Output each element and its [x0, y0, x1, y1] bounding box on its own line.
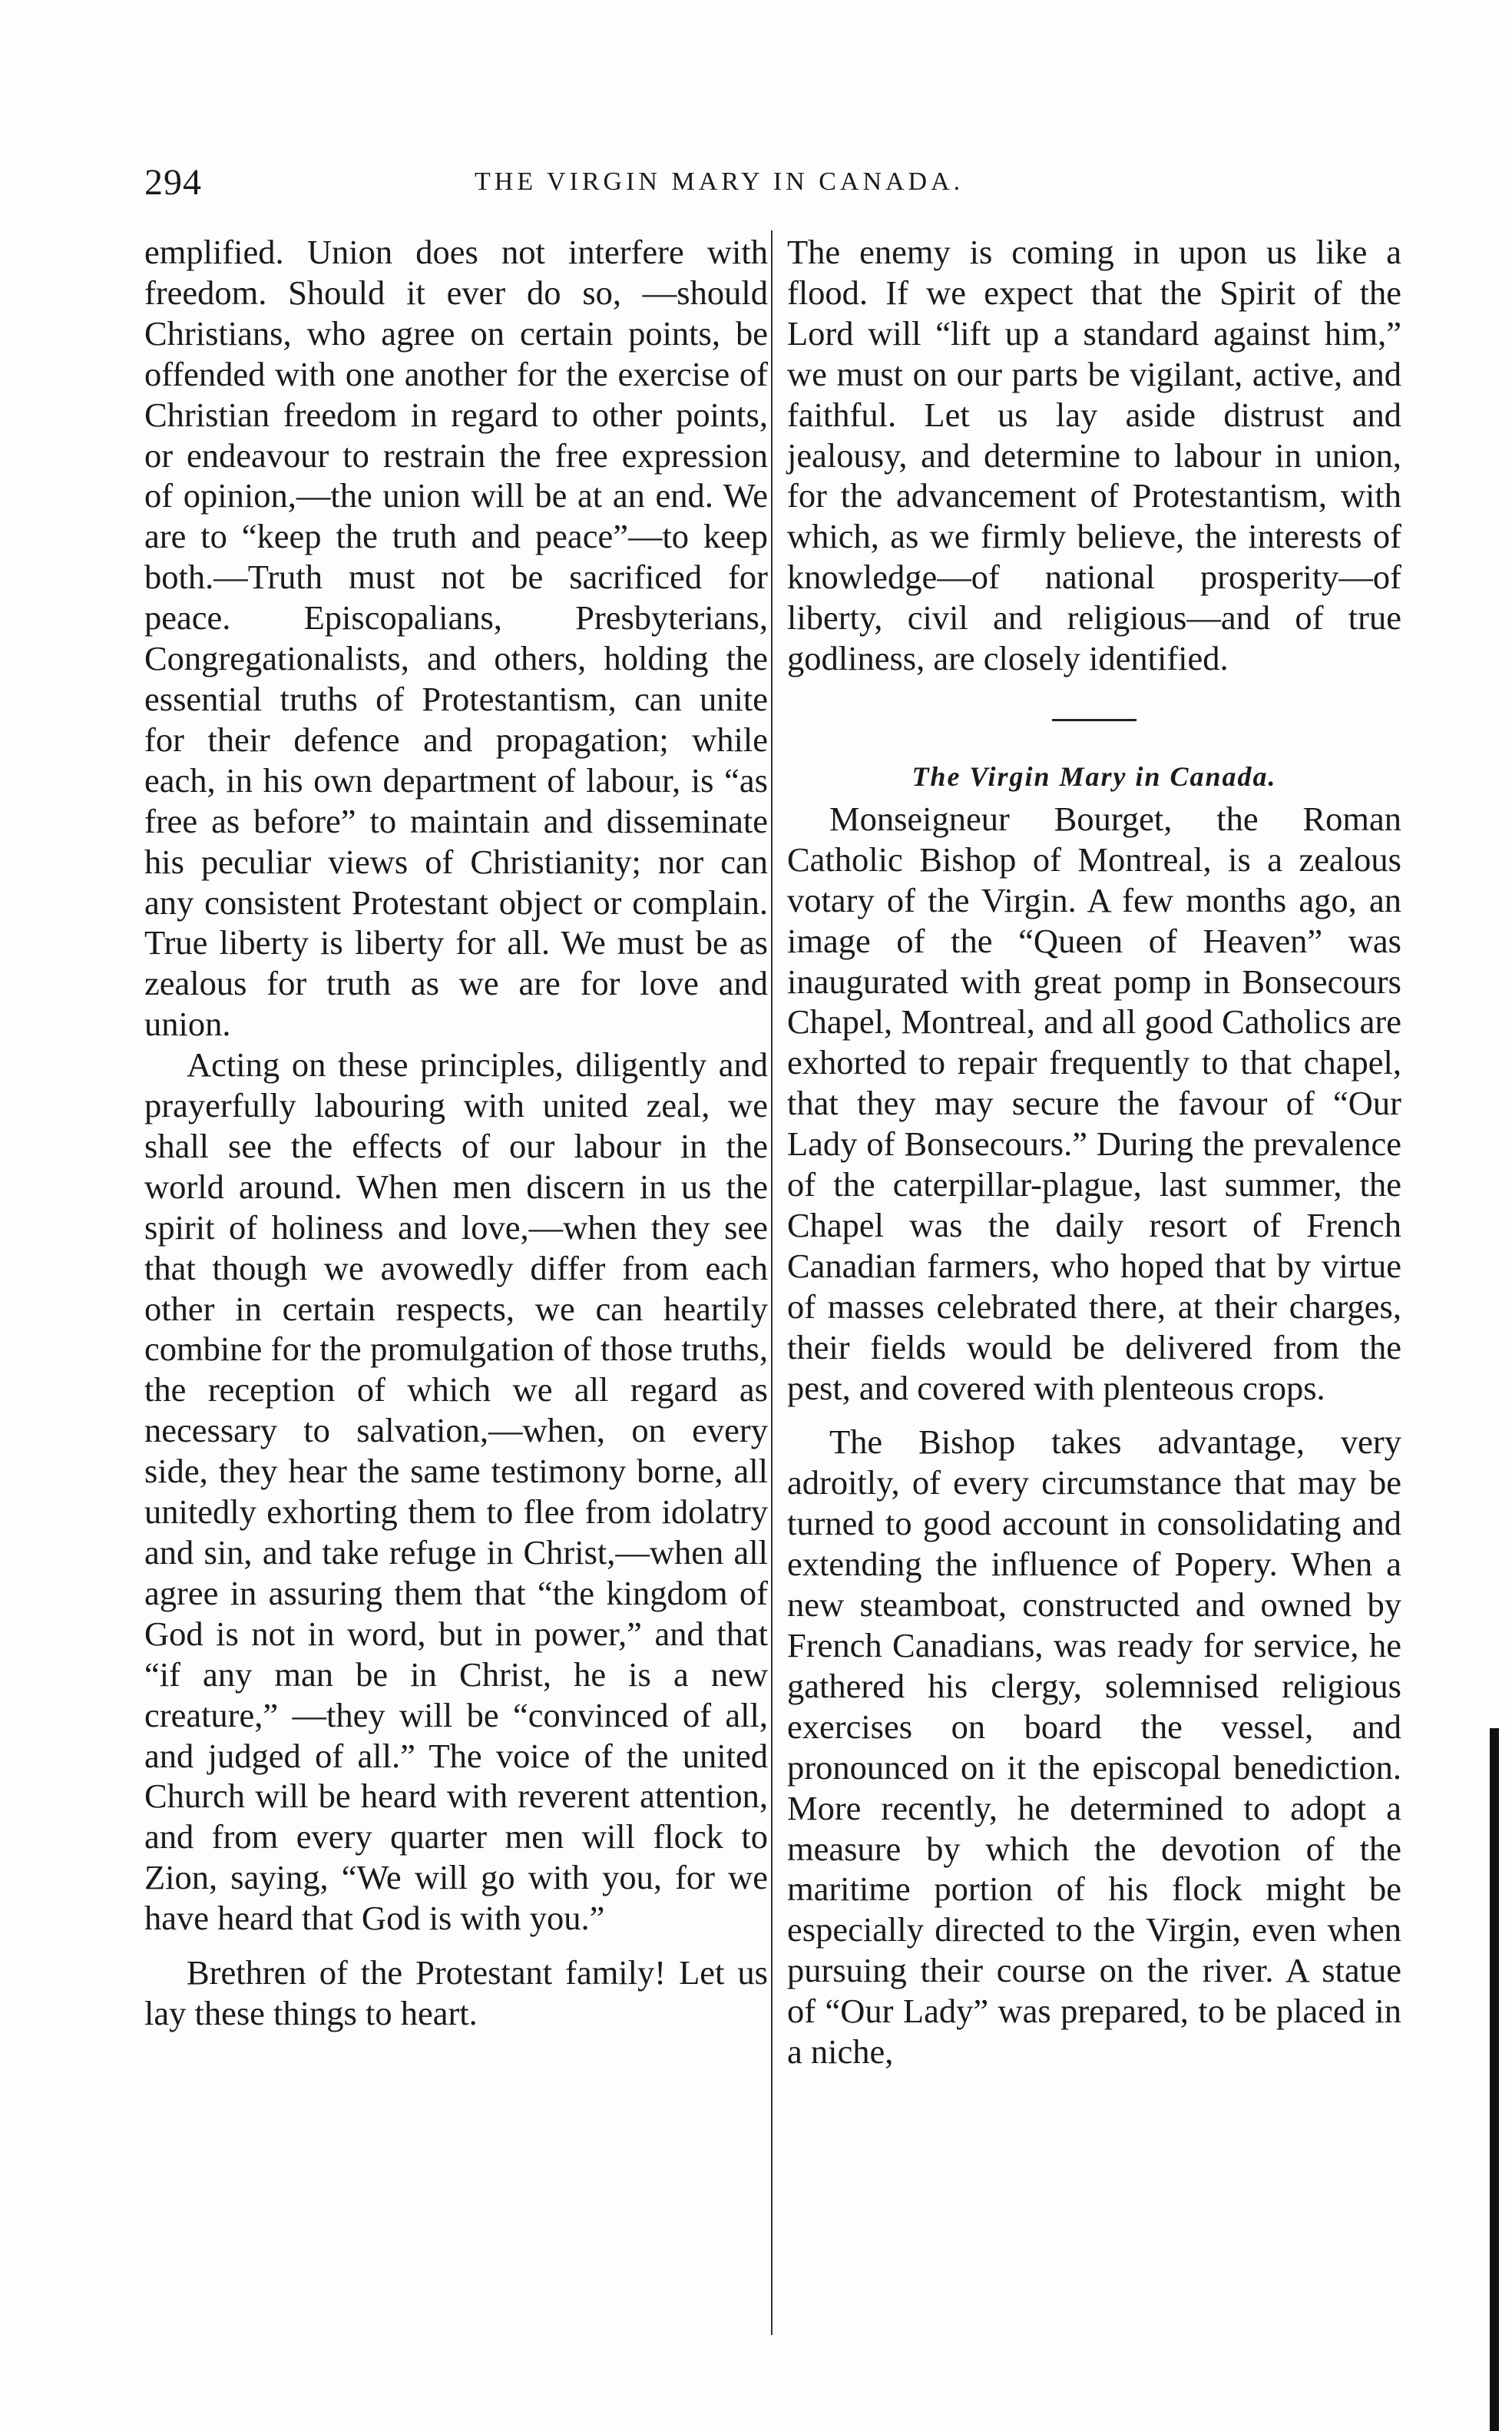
left-paragraph-2: Acting on these principles, diligently and prayerfully labouring with united zeal, we shall see the effects of our labour in the world around. When men discern in us the spirit of holiness and love,—when they see that though we avowedly differ from each other in certain respects, we can heartily combine for the promulgation of those truths, the reception of which we all regard as necessary to salvation,—when, on every side, they hear the same testimony borne, all unitedly exhorting them to flee from idolatry and sin, and take refuge in Christ,—when all agree in assuring them that “the kingdom of God is not in word, but in power,” and that “if any man be in Christ, he is a new creature,” —they will be “convinced of all, and judged of all.” The voice of the united Church will be heard with reverent attention, and from every quarter men will flock to Zion, saying, “We will go with you, for we have heard that God is with you.” [144, 1045, 768, 1938]
scan-edge-shadow [1490, 1728, 1499, 2431]
right-column [787, 232, 1401, 2072]
right-continuation-paragraph: The enemy is coming in upon us like a flood. If we expect that the Spirit of the Lord will “lift up a standard against him,” we must on our parts be vigilant, active, and faithful. Let us lay aside distrust and jealousy, and determine to labour in union, for the advancement of Protestantism, with which, as we firmly believe, the interests of knowledge—of national prosperity—of liberty, civil and religious—and of true godliness, are closely identified. [787, 233, 1401, 678]
page-header [144, 161, 1396, 207]
right-paragraph-2: The Bishop takes advantage, very adroitly, of every circumstance that may be turned to good account in consolidating and extending the influence of Popery. When a new steamboat, constructed and owned by French Canadians, was ready for service, he gathered his clergy, solemnised religious exercises on board the vessel, and pronounced on it the episcopal benediction. More recently, he determined to adopt a measure by which the devotion of the maritime portion of his flock might be especially directed to the Virgin, even when pursuing their course on the river. A statue of “Our Lady” was prepared, to be placed in a niche, [787, 1422, 1401, 2072]
column-divider [771, 230, 773, 2335]
page-number: 294 [144, 162, 202, 203]
running-title: THE VIRGIN MARY IN CANADA. [475, 167, 964, 196]
left-paragraph-1: emplified. Union does not interfere with freedom. Should it ever do so, —should Christians, who agree on certain points, be offended with one another for the exercise of Christian freedom in regard to other points, or endeavour to restrain the free expression of opinion,—the union will be at an end. We are to “keep the truth and peace”—to keep both.—Truth must not be sacrificed for peace. Episcopalians, Presbyterians, Congregationalists, and others, holding the essential truths of Protestantism, can unite for their defence and propagation; while each, in his own department of labour, is “as free as before” to maintain and disseminate his peculiar views of Christianity; nor can any consistent Protestant object or complain. True liberty is liberty for all. We must be as zealous for truth as we are for love and union. [144, 233, 768, 1044]
section-heading: The Virgin Mary in Canada. [912, 760, 1277, 792]
left-paragraph-3: Brethren of the Protestant family! Let us lay these things to heart. [144, 1953, 768, 2032]
right-paragraph-1: Monseigneur Bourget, the Roman Catholic Bishop of Montreal, is a zealous votary of the Virgin. A few months ago, an image of the “Queen of Heaven” was inaugurated with great pomp in Bonsecours Chapel, Montreal, and all good Catholics are exhorted to repair frequently to that chapel, that they may secure the favour of “Our Lady of Bonsecours.” During the prevalence of the caterpillar-plague, last summer, the Chapel was the daily resort of French Canadian farmers, who hoped that by virtue of masses celebrated there, at their charges, their fields would be delivered from the pest, and covered with plenteous crops. [787, 799, 1401, 1407]
section-divider-rule [1052, 719, 1136, 721]
left-column [144, 232, 768, 2034]
